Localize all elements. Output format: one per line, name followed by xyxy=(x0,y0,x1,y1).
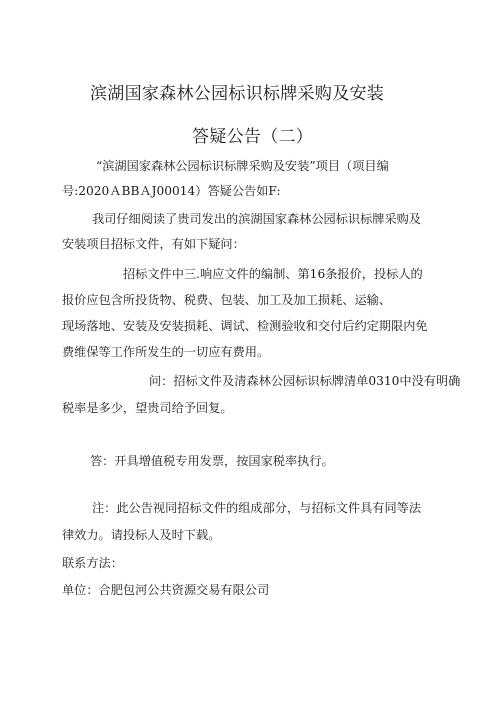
answer-line: 答：开具增值税专用发票，按国家税率执行。 xyxy=(90,454,334,468)
note-line-2: 律效力。请投标人及时下载。 xyxy=(62,528,221,542)
para2-line-2: 报价应包含所投货物、税费、包装、加工及加工损耗、运输、 xyxy=(62,293,392,307)
contact-unit: 单位：合肥包河公共资源交易有限公司 xyxy=(62,583,270,597)
para2-line-1: 招标文件中三.响应文件的编制、第16条报价，投标人的 xyxy=(123,267,423,281)
contact-label: 联系方法： xyxy=(62,556,123,570)
para2-line-4: 费维保等工作所发生的一切应有费用。 xyxy=(62,345,270,359)
question-line-2: 税率是多少，望贵司给予回复。 xyxy=(62,401,233,415)
question-line-1: 问：招标文件及清森林公园标识标牌清单0310中没有明确 xyxy=(149,374,461,388)
document-title-line1: 滨湖国家森林公园标识标牌采购及安装 xyxy=(90,84,385,104)
para1-line-1: 我司仔细阅读了贵司发出的滨湖国家森林公园标识标牌采购及 xyxy=(92,212,422,226)
intro-line-2: 号:2020ＡBBＡJ00014）答疑公告如F: xyxy=(62,184,281,198)
para1-line-2: 安装项目招标文件，有如下疑问： xyxy=(62,237,245,251)
document-title-line2: 答疑公告（二） xyxy=(192,127,314,147)
para2-line-3: 现场落地、安装及安装损耗、调试、检测验收和交付后约定期限内免 xyxy=(62,319,428,333)
note-line-1: 注：此公告视同招标文件的组成部分，与招标文件具有同等法 xyxy=(92,501,422,515)
intro-line-1: “滨湖国家森林公园标识标牌采购及安装”项目（项目编 xyxy=(96,159,389,173)
